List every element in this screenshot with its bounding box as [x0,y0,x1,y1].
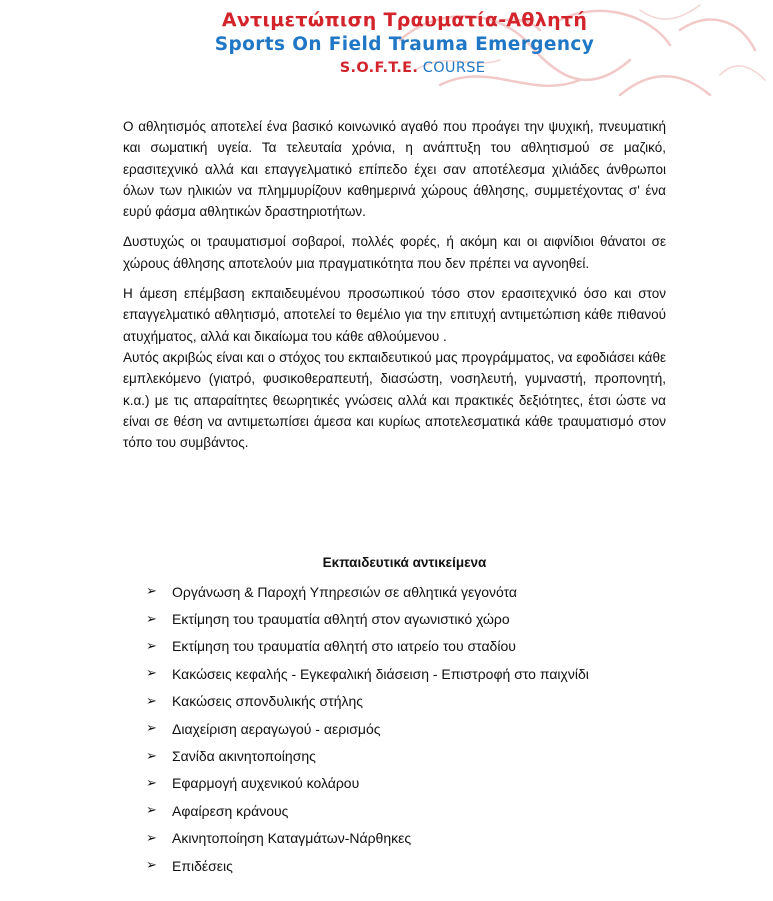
paragraph-goal: Αυτός ακριβώς είναι και ο στόχος του εκπαιδευτικού μας προγράμματος, να εφοδιάσει κάθε εμπλεκόμενο (γιατρό, φυσικοθεραπευτή, διασώστη, νοσηλευτή, γυμναστή, προπονητή, κ.α.) με τις απαραίτητες θεωρητικές γνώσεις αλλά και πρακτικές δεξιότητες, έτσι ώστε να είναι σε θέση να αντιμετωπίσει άμεσα και κυρίως αποτελεσματικά κάθε τραυματισμό στον τόπο του συμβάντος. [123,349,666,451]
arrow-bullet-icon: ➢ [146,775,157,791]
list-item-label: Εκτίμηση του τραυματία αθλητή στο ιατρείο του σταδίου [172,638,516,655]
list-item-label: Οργάνωση & Παροχή Υπηρεσιών σε αθλητικά γεγονότα [172,583,517,600]
paragraph-injuries: Δυστυχώς οι τραυματισμοί σοβαροί, πολλές φορές, ή ακόμη και οι αιφνίδιοι θάνατοι σε χώρους άθλησης αποτελούν μια πραγματικότητα που δεν πρέπει να αγνοηθεί. [123,234,666,271]
list-item [146,605,589,632]
list-item [146,578,589,605]
list-item-label: Επιδέσεις [172,857,233,874]
objectives-heading: Εκπαιδευτικά αντικείμενα [322,555,487,570]
course-title-greek: Αντιμετώπιση Τραυματία-Αθλητή [221,9,588,31]
list-item-label: Αφαίρεση κράνους [172,802,289,819]
course-abbreviation: S.O.F.T.E. [339,60,419,76]
list-item-label: Σανίδα ακινητοποίησης [172,748,316,765]
arrow-bullet-icon: ➢ [146,803,157,819]
list-item [146,770,589,797]
arrow-bullet-icon: ➢ [146,666,157,682]
paragraph-intervention: Η άμεση επέμβαση εκπαιδευμένου προσωπικού τόσο στον ερασιτεχνικό όσο και στον επαγγελματικό αθλητισμό, αποτελεί το θεμέλιο για την επιτυχή αντιμετώπιση κάθε πιθανού ατυχήματος, αλλά και δικαίωμα του κάθε αθλούμενου . [123,286,666,344]
arrow-bullet-icon: ➢ [146,748,157,764]
course-subtitle [52,58,773,78]
arrow-bullet-icon: ➢ [146,584,157,600]
list-item [146,660,589,687]
list-item-label: Διαχείριση αεραγωγού - αερισμός [172,720,381,737]
list-item [146,633,589,660]
objectives-list [146,578,589,879]
list-item [146,715,589,742]
arrow-bullet-icon: ➢ [146,693,157,709]
arrow-bullet-icon: ➢ [146,721,157,737]
list-item [146,742,589,769]
course-word: COURSE [422,60,486,76]
list-item [146,797,589,824]
list-item-label: Κακώσεις σπονδυλικής στήλης [172,693,364,710]
arrow-bullet-icon: ➢ [146,611,157,627]
course-title-english: Sports On Field Trauma Emergency [214,34,595,55]
course-description [123,116,666,462]
list-item-label: Εκτίμηση του τραυματία αθλητή στον αγωνιστικό χώρο [172,611,510,628]
arrow-bullet-icon: ➢ [146,638,157,654]
list-item-label: Εφαρμογή αυχενικού κολάρου [172,775,360,792]
list-item [146,688,589,715]
arrow-bullet-icon: ➢ [146,858,157,874]
paragraph-intro: Ο αθλητισμός αποτελεί ένα βασικό κοινωνικό αγαθό που προάγει την ψυχική, πνευματική και σωματική υγεία. Τα τελευταία χρόνια, η ανάπτυξη του αθλητισμού σε μαζικό, ερασιτεχνικό αλλά και επαγγελματικό επίπεδο έχει σαν αποτέλεσμα χιλιάδες άνθρωποι όλων των ηλικιών να πλημμυρίζουν καθημερινά χώρους άθλησης, συμμετέχοντας σ' ένα ευρύ φάσμα αθλητικών δραστηριοτήτων. [123,119,666,220]
list-item [146,825,589,852]
list-item-label: Κακώσεις κεφαλής - Εγκεφαλική διάσειση - Επιστροφή στο παιχνίδι [172,665,589,682]
list-item-label: Ακινητοποίηση Καταγμάτων-Νάρθηκες [172,830,412,847]
arrow-bullet-icon: ➢ [146,830,157,846]
list-item [146,852,589,879]
course-header [0,8,773,78]
